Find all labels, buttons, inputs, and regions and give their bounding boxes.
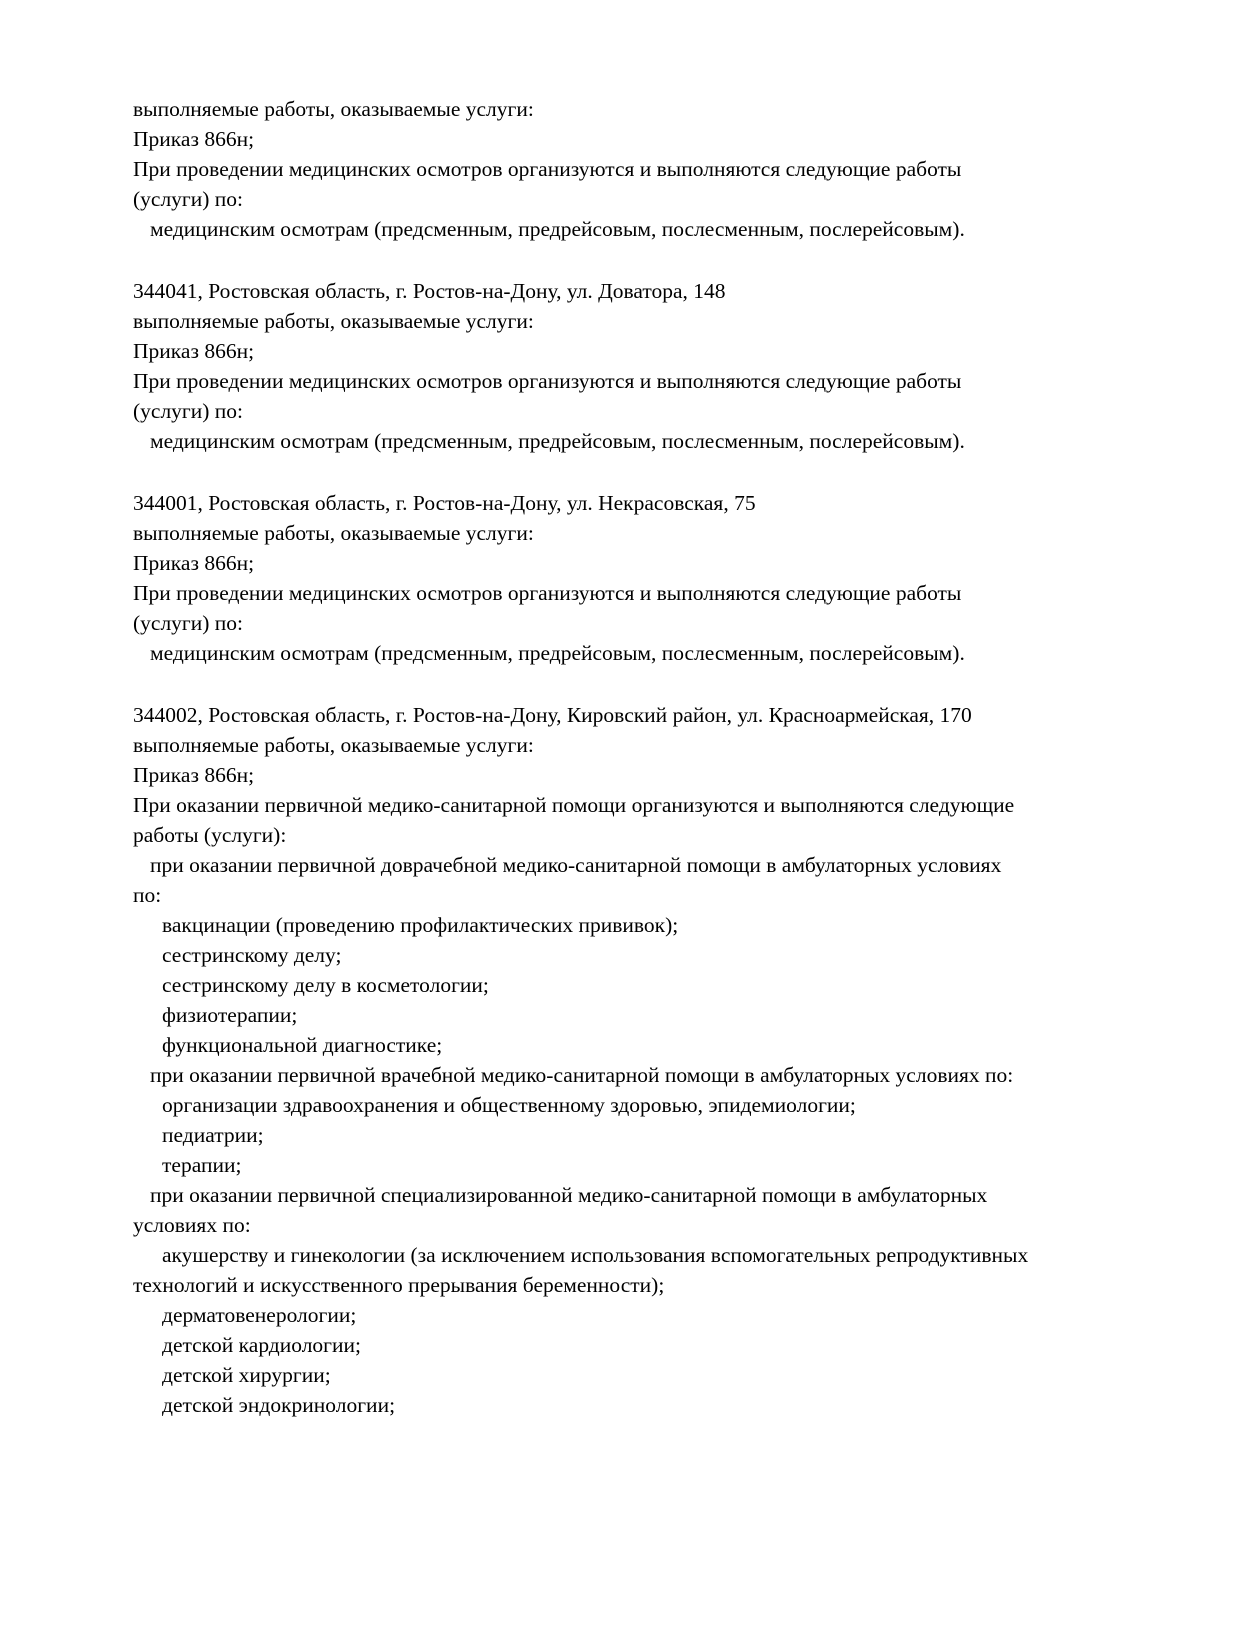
- text-line: медицинским осмотрам (предсменным, предрейсовым, послесменным, послерейсовым).: [150, 429, 965, 453]
- text-line: организации здравоохранения и общественному здоровью, эпидемиологии;: [162, 1093, 856, 1117]
- text-line: Приказ 866н;: [133, 339, 255, 363]
- text-line: при оказании первичной врачебной медико-санитарной помощи в амбулаторных условиях по:: [150, 1063, 1014, 1087]
- text-line: выполняемые работы, оказываемые услуги:: [133, 733, 534, 757]
- license-section: [133, 488, 1170, 668]
- text-line: Приказ 866н;: [133, 127, 255, 151]
- text-line: технологий и искусственного прерывания беременности);: [133, 1273, 665, 1297]
- text-line: Приказ 866н;: [133, 551, 255, 575]
- text-line: условиях по:: [133, 1213, 251, 1237]
- text-line: выполняемые работы, оказываемые услуги:: [133, 97, 534, 121]
- text-line: (услуги) по:: [133, 611, 244, 635]
- text-line: дерматовенерологии;: [162, 1303, 357, 1327]
- text-line: При проведении медицинских осмотров организуются и выполняются следующие работы: [133, 581, 962, 605]
- text-line: выполняемые работы, оказываемые услуги:: [133, 521, 534, 545]
- text-line: вакцинации (проведению профилактических прививок);: [162, 913, 679, 937]
- text-line: медицинским осмотрам (предсменным, предрейсовым, послесменным, послерейсовым).: [150, 217, 965, 241]
- text-line: При оказании первичной медико-санитарной помощи организуются и выполняются следующие: [133, 793, 1015, 817]
- text-line: при оказании первичной доврачебной медико-санитарной помощи в амбулаторных условиях: [150, 853, 1002, 877]
- text-line: детской хирургии;: [162, 1363, 331, 1387]
- text-line: детской эндокринологии;: [162, 1393, 396, 1417]
- text-line: При проведении медицинских осмотров организуются и выполняются следующие работы: [133, 369, 962, 393]
- text-line: медицинским осмотрам (предсменным, предрейсовым, послесменным, послерейсовым).: [150, 641, 965, 665]
- license-section: [133, 700, 1170, 1420]
- text-line: детской кардиологии;: [162, 1333, 361, 1357]
- text-line: педиатрии;: [162, 1123, 264, 1147]
- address-line: 344001, Ростовская область, г. Ростов-на-Дону, ул. Некрасовская, 75: [133, 491, 756, 515]
- text-line: (услуги) по:: [133, 399, 244, 423]
- text-line: (услуги) по:: [133, 187, 244, 211]
- address-line: 344002, Ростовская область, г. Ростов-на-Дону, Кировский район, ул. Красноармейская, 170: [133, 703, 972, 727]
- text-line: Приказ 866н;: [133, 763, 255, 787]
- text-line: акушерству и гинекологии (за исключением использования вспомогательных репродуктивных: [162, 1243, 1029, 1267]
- text-line: выполняемые работы, оказываемые услуги:: [133, 309, 534, 333]
- text-line: при оказании первичной специализированной медико-санитарной помощи в амбулаторных: [150, 1183, 988, 1207]
- text-line: по:: [133, 883, 162, 907]
- license-sections-container: [133, 94, 1170, 1420]
- text-line: функциональной диагностике;: [162, 1033, 443, 1057]
- text-line: сестринскому делу в косметологии;: [162, 973, 489, 997]
- text-line: работы (услуги):: [133, 823, 287, 847]
- text-line: терапии;: [162, 1153, 242, 1177]
- address-line: 344041, Ростовская область, г. Ростов-на-Дону, ул. Доватора, 148: [133, 279, 726, 303]
- text-line: При проведении медицинских осмотров организуются и выполняются следующие работы: [133, 157, 962, 181]
- text-line: сестринскому делу;: [162, 943, 342, 967]
- license-section: [133, 276, 1170, 456]
- license-section: [133, 94, 1170, 244]
- text-line: физиотерапии;: [162, 1003, 298, 1027]
